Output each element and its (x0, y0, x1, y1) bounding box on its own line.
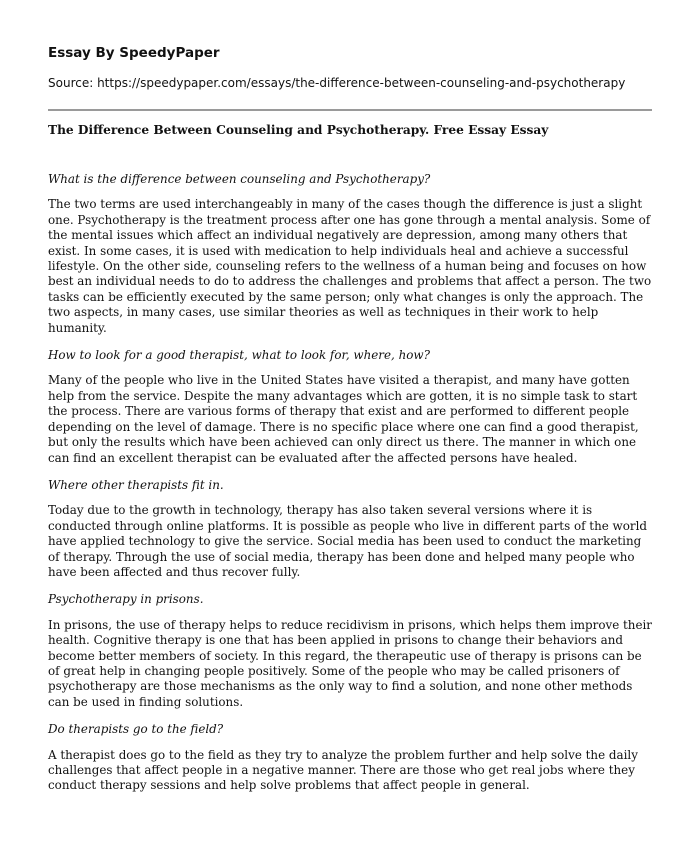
section-question-4: Psychotherapy in prisons. (48, 592, 204, 607)
section-paragraph-3: Today due to the growth in technology, therapy has also taken several versions where it is conducted through online platforms. It is possible as people who live in different parts of the world have applied technology to give the service. Social media has been used to conduct the marketing of therapy. Through the use of social media, therapy has been done and helped many people who have been affected and thus recover fully. (48, 503, 647, 579)
section-paragraph-2: Many of the people who live in the United States have visited a therapist, and many have gotten help from the service. Despite the many advantages which are gotten, it is no simple task to start the process. There are various forms of therapy that exist and are performed to different people depending on the level of damage. There is no specific place where one can find a good therapist, but only the results which have been achieved can only direct us there. The manner in which one can find an excellent therapist can be evaluated after the affected persons have healed. (48, 373, 639, 465)
essay-body (48, 172, 652, 794)
section-paragraph-4: In prisons, the use of therapy helps to reduce recidivism in prisons, which helps them improve their health. Cognitive therapy is one that has been applied in prisons to change their behaviors and become better members of society. In this regard, the therapeutic use of therapy is prisons can be of great help in changing people positively. Some of the people who may be called prisoners of psychotherapy are those mechanisms as the only way to find a solution, and none other methods can be used in finding solutions. (48, 617, 652, 709)
section-question-1: What is the difference between counseling and Psychotherapy? (48, 172, 431, 186)
horizontal-divider (48, 109, 652, 111)
section-question-2: How to look for a good therapist, what to look for, where, how? (48, 348, 430, 363)
section-paragraph-1: The two terms are used interchangeably in many of the cases though the difference is just a slight one. Psychotherapy is the treatment process after one has gone through a mental analysis. Some of the mental issues which affect an individual negatively are depression, among many others that exist. In some cases, it is used with medication to help individuals heal and achieve a successful lifestyle. On the other side, counseling refers to the wellness of a human being and focuses on how best an individual needs to do to address the challenges and problems that affect a person. The two tasks can be efficiently executed by the same person; only what changes is only the approach. The two aspects, in many cases, use similar theories as well as techniques in their work to help humanity. (48, 197, 652, 335)
section-question-5: Do therapists go to the field? (48, 722, 224, 737)
source-line: Source: https://speedypaper.com/essays/the-difference-between-counseling-and-psychotherapy (48, 76, 626, 90)
section-question-3: Where other therapists fit in. (48, 477, 224, 492)
section-paragraph-5: A therapist does go to the field as they try to analyze the problem further and help solve the daily challenges that affect people in a negative manner. There are those who get real jobs where they conduct therapy sessions and help solve problems that affect people in general. (48, 747, 638, 793)
site-title: Essay By SpeedyPaper (48, 45, 220, 61)
essay-title: The Difference Between Counseling and Psychotherapy. Free Essay Essay (48, 123, 549, 137)
